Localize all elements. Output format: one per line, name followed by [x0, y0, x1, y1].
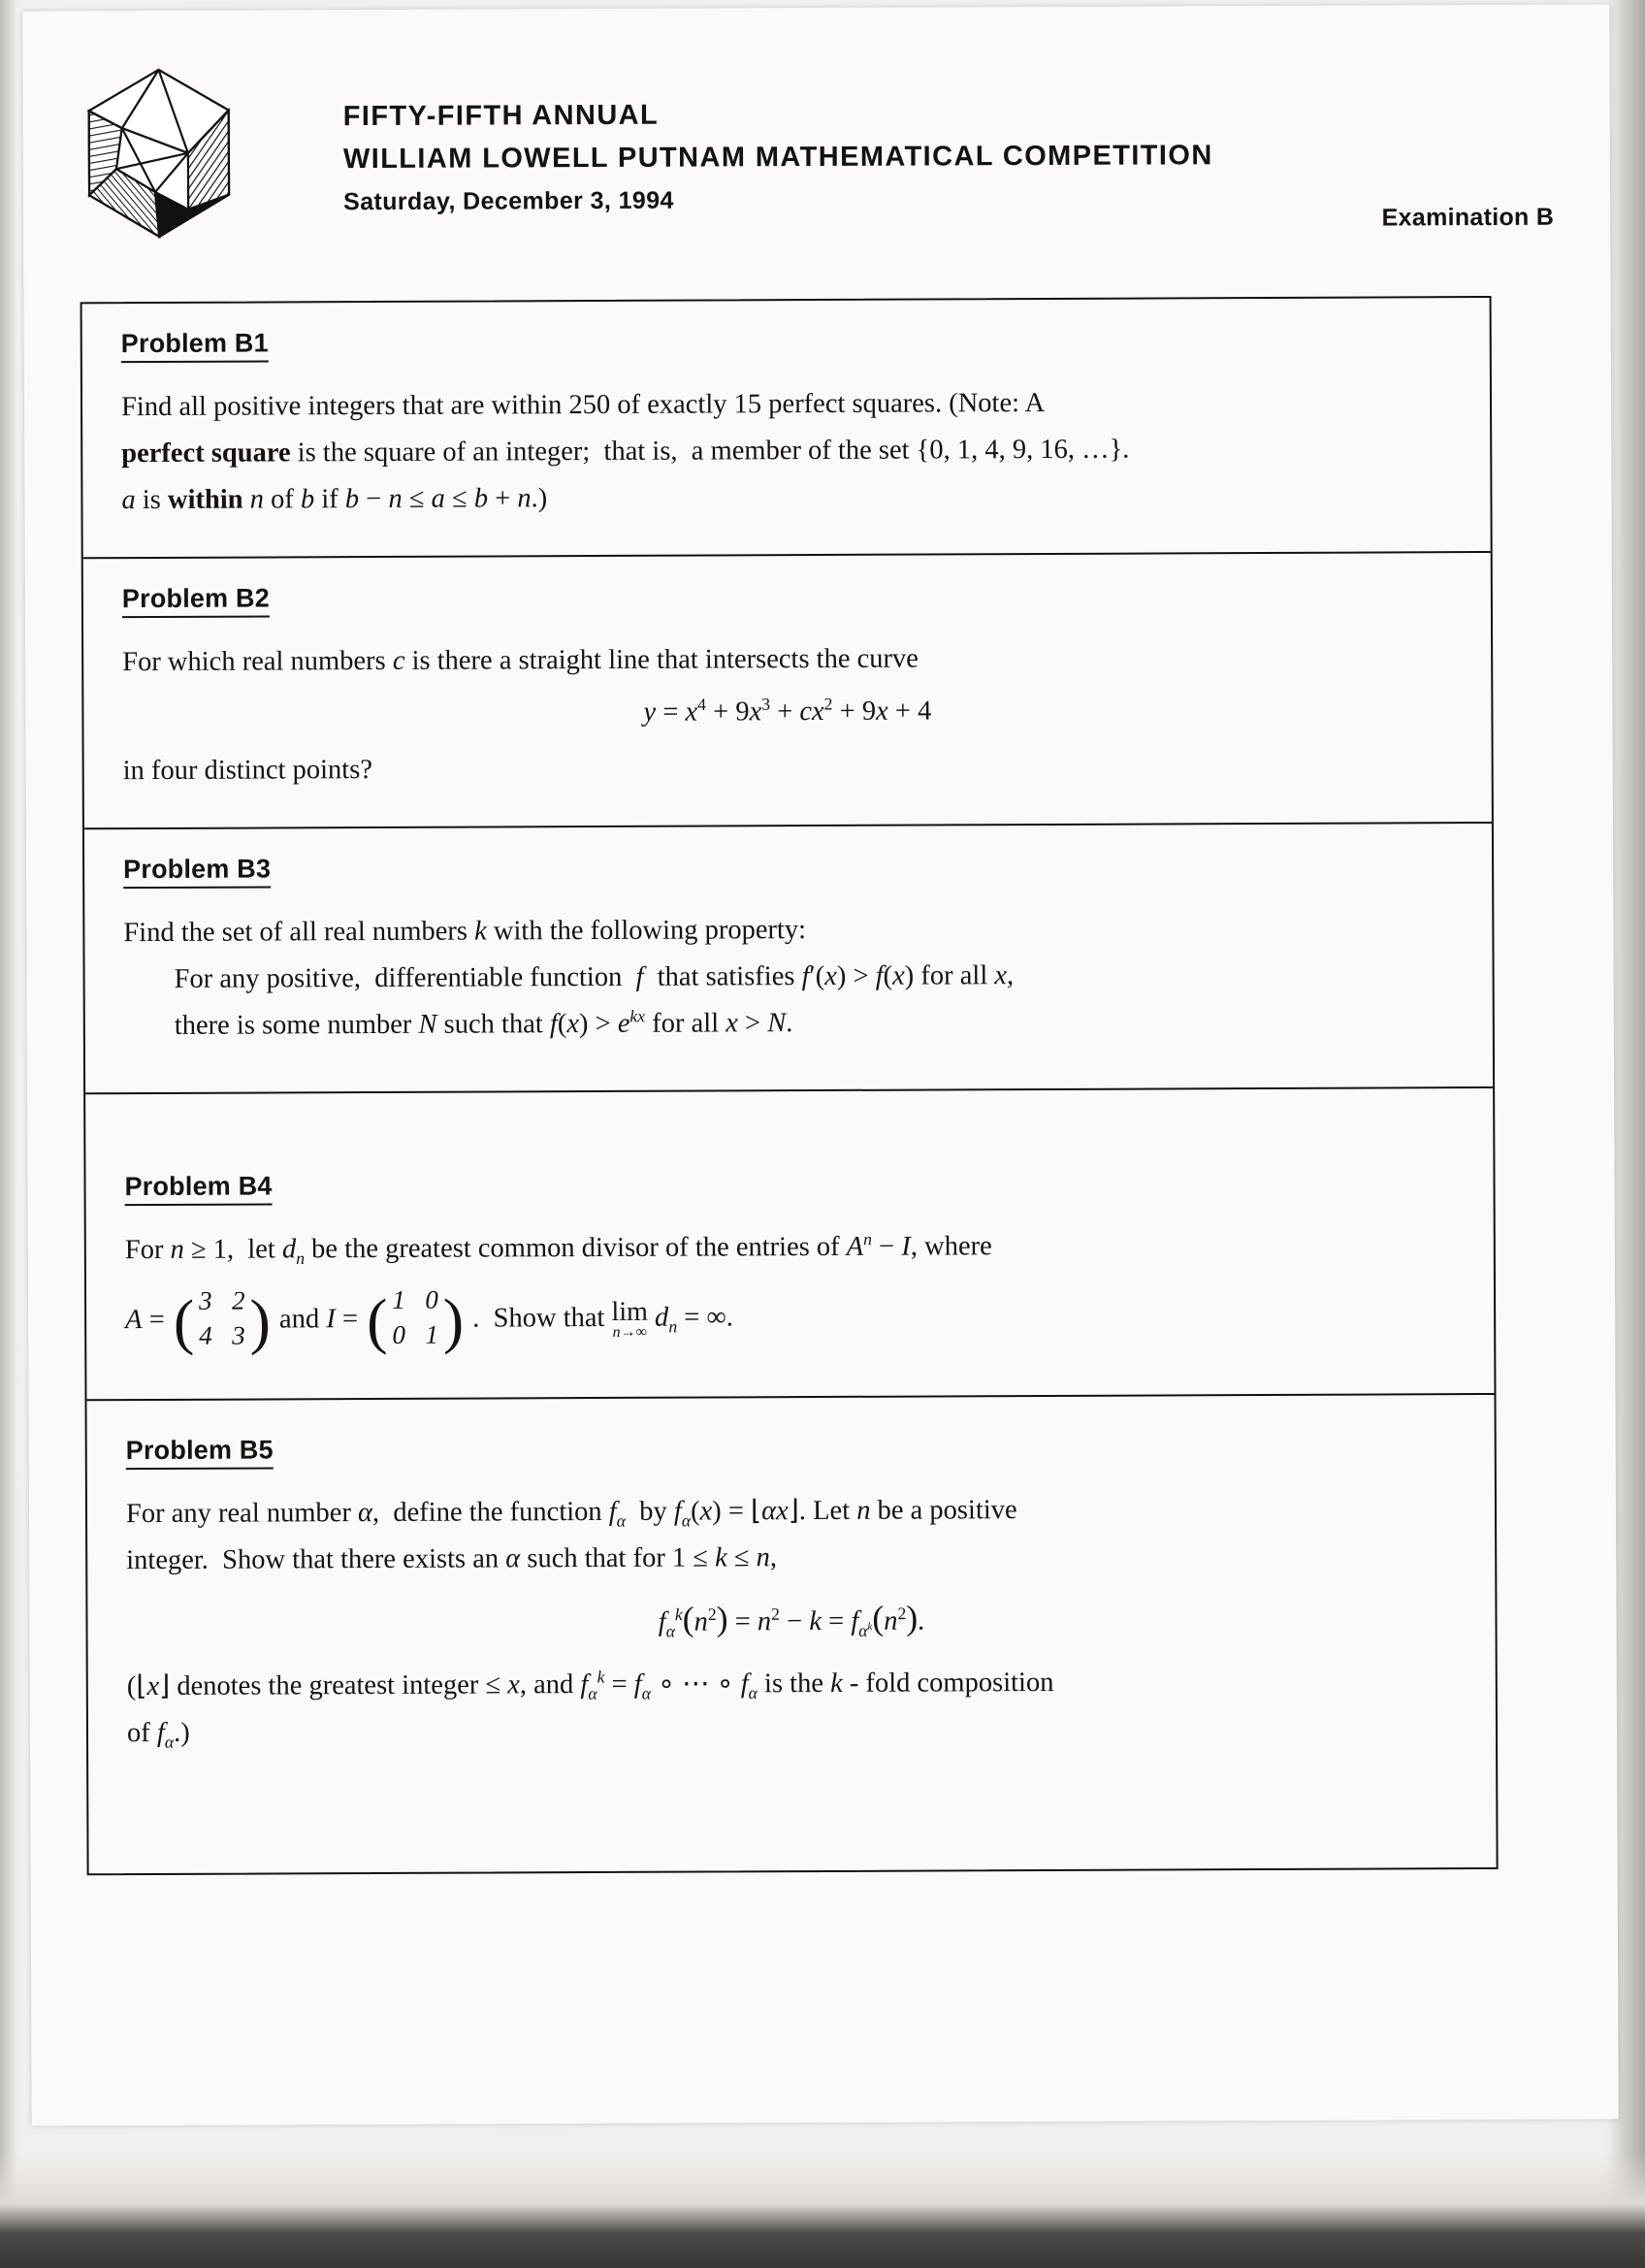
problem-b1-body: Find all positive integers that are within 250 of exactly 15 perfect squares. (Note: A perfect square is the square of an integer; that is, a member of the set {0, 1, 4, 9, 16, …}. a is within n of b if b − n ≤ a ≤ b + n.): [120, 387, 1130, 516]
header-line-1: FIFTY-FIFTH ANNUAL: [342, 99, 660, 133]
problem-b3: [84, 824, 1493, 1094]
document-sheet: [22, 4, 1618, 2125]
problem-b4: [85, 1088, 1494, 1401]
putnam-polyhedron-logo-icon: [61, 64, 256, 244]
problems-frame: [81, 296, 1499, 1875]
page-edge-shadow-bottom: [0, 2152, 1645, 2268]
problem-b2-equation: $y = x^4 + 9x^3 + cx^2 + 9x + 4$: [643, 694, 932, 728]
problem-b1-title: Problem B1: [121, 328, 269, 363]
matrix-a: ( 3 2 4 3 ): [173, 1285, 272, 1356]
header-date: Saturday, December 3, 1994: [343, 186, 674, 216]
problem-b4-title: Problem B4: [124, 1171, 272, 1206]
document-header: [22, 4, 1610, 253]
problem-b3-title: Problem B3: [123, 854, 271, 889]
page-edge-shadow-left: [0, 0, 17, 2268]
examination-label: Examination B: [1381, 203, 1555, 232]
problem-b5-equation: $f_\alpha^k(n^2) = n^2 - k = f_{\alpha^k}(n^2)$.: [658, 1598, 925, 1641]
problem-b2-title: Problem B2: [122, 583, 270, 618]
problem-b5-title: Problem B5: [126, 1435, 274, 1470]
title-block: [343, 91, 1213, 221]
limit-operator: lim n→∞: [611, 1296, 648, 1342]
header-line-2: WILLIAM LOWELL PUTNAM MATHEMATICAL COMPETITION: [342, 140, 1213, 176]
problem-b2: [83, 553, 1492, 829]
problem-b3-body: Find the set of all real numbers k with the following property: For any positive, differentiable function f that satisfies f′(x) > f(x) for all x, there is some number N such that $f(x) > e^{kx}$ for all x > N.: [123, 915, 1015, 1041]
problem-b4-body: For n ≥ 1, let $d_n$ be the greatest common divisor of the entries of $A^n - I$, where A = ( 3 2 4 3 ) and I = ( 1 0 0 1 ) . Show that lim n→∞ $d_n$ = ∞.: [125, 1221, 1456, 1360]
problem-b2-body: For which real numbers c is there a straight line that intersects the curve $y = x^4 + 9x^3 + cx^2 + 9x + 4$ in four distinct points?: [122, 633, 1453, 794]
problem-b5: [87, 1395, 1497, 1873]
problem-b1: [82, 298, 1491, 559]
matrix-i: ( 1 0 0 1 ): [366, 1284, 465, 1355]
problem-b5-body: For any real number α, define the function $f_\alpha$ by $f_\alpha(x)$ = ⌊αx⌋. Let n be a positive integer. Show that there exists an α such that for 1 ≤ k ≤ n, $f_\alpha^k(n^2) = n^2 - k = f_{\alpha^k}(n^2)$. (⌊x⌋ denotes the greatest integer ≤ x, and $f_\alpha^k = f_\alpha$ ∘ ⋯ ∘ $f_\alpha$ is the k - fold composition of $f_\alpha$.): [126, 1485, 1457, 1757]
